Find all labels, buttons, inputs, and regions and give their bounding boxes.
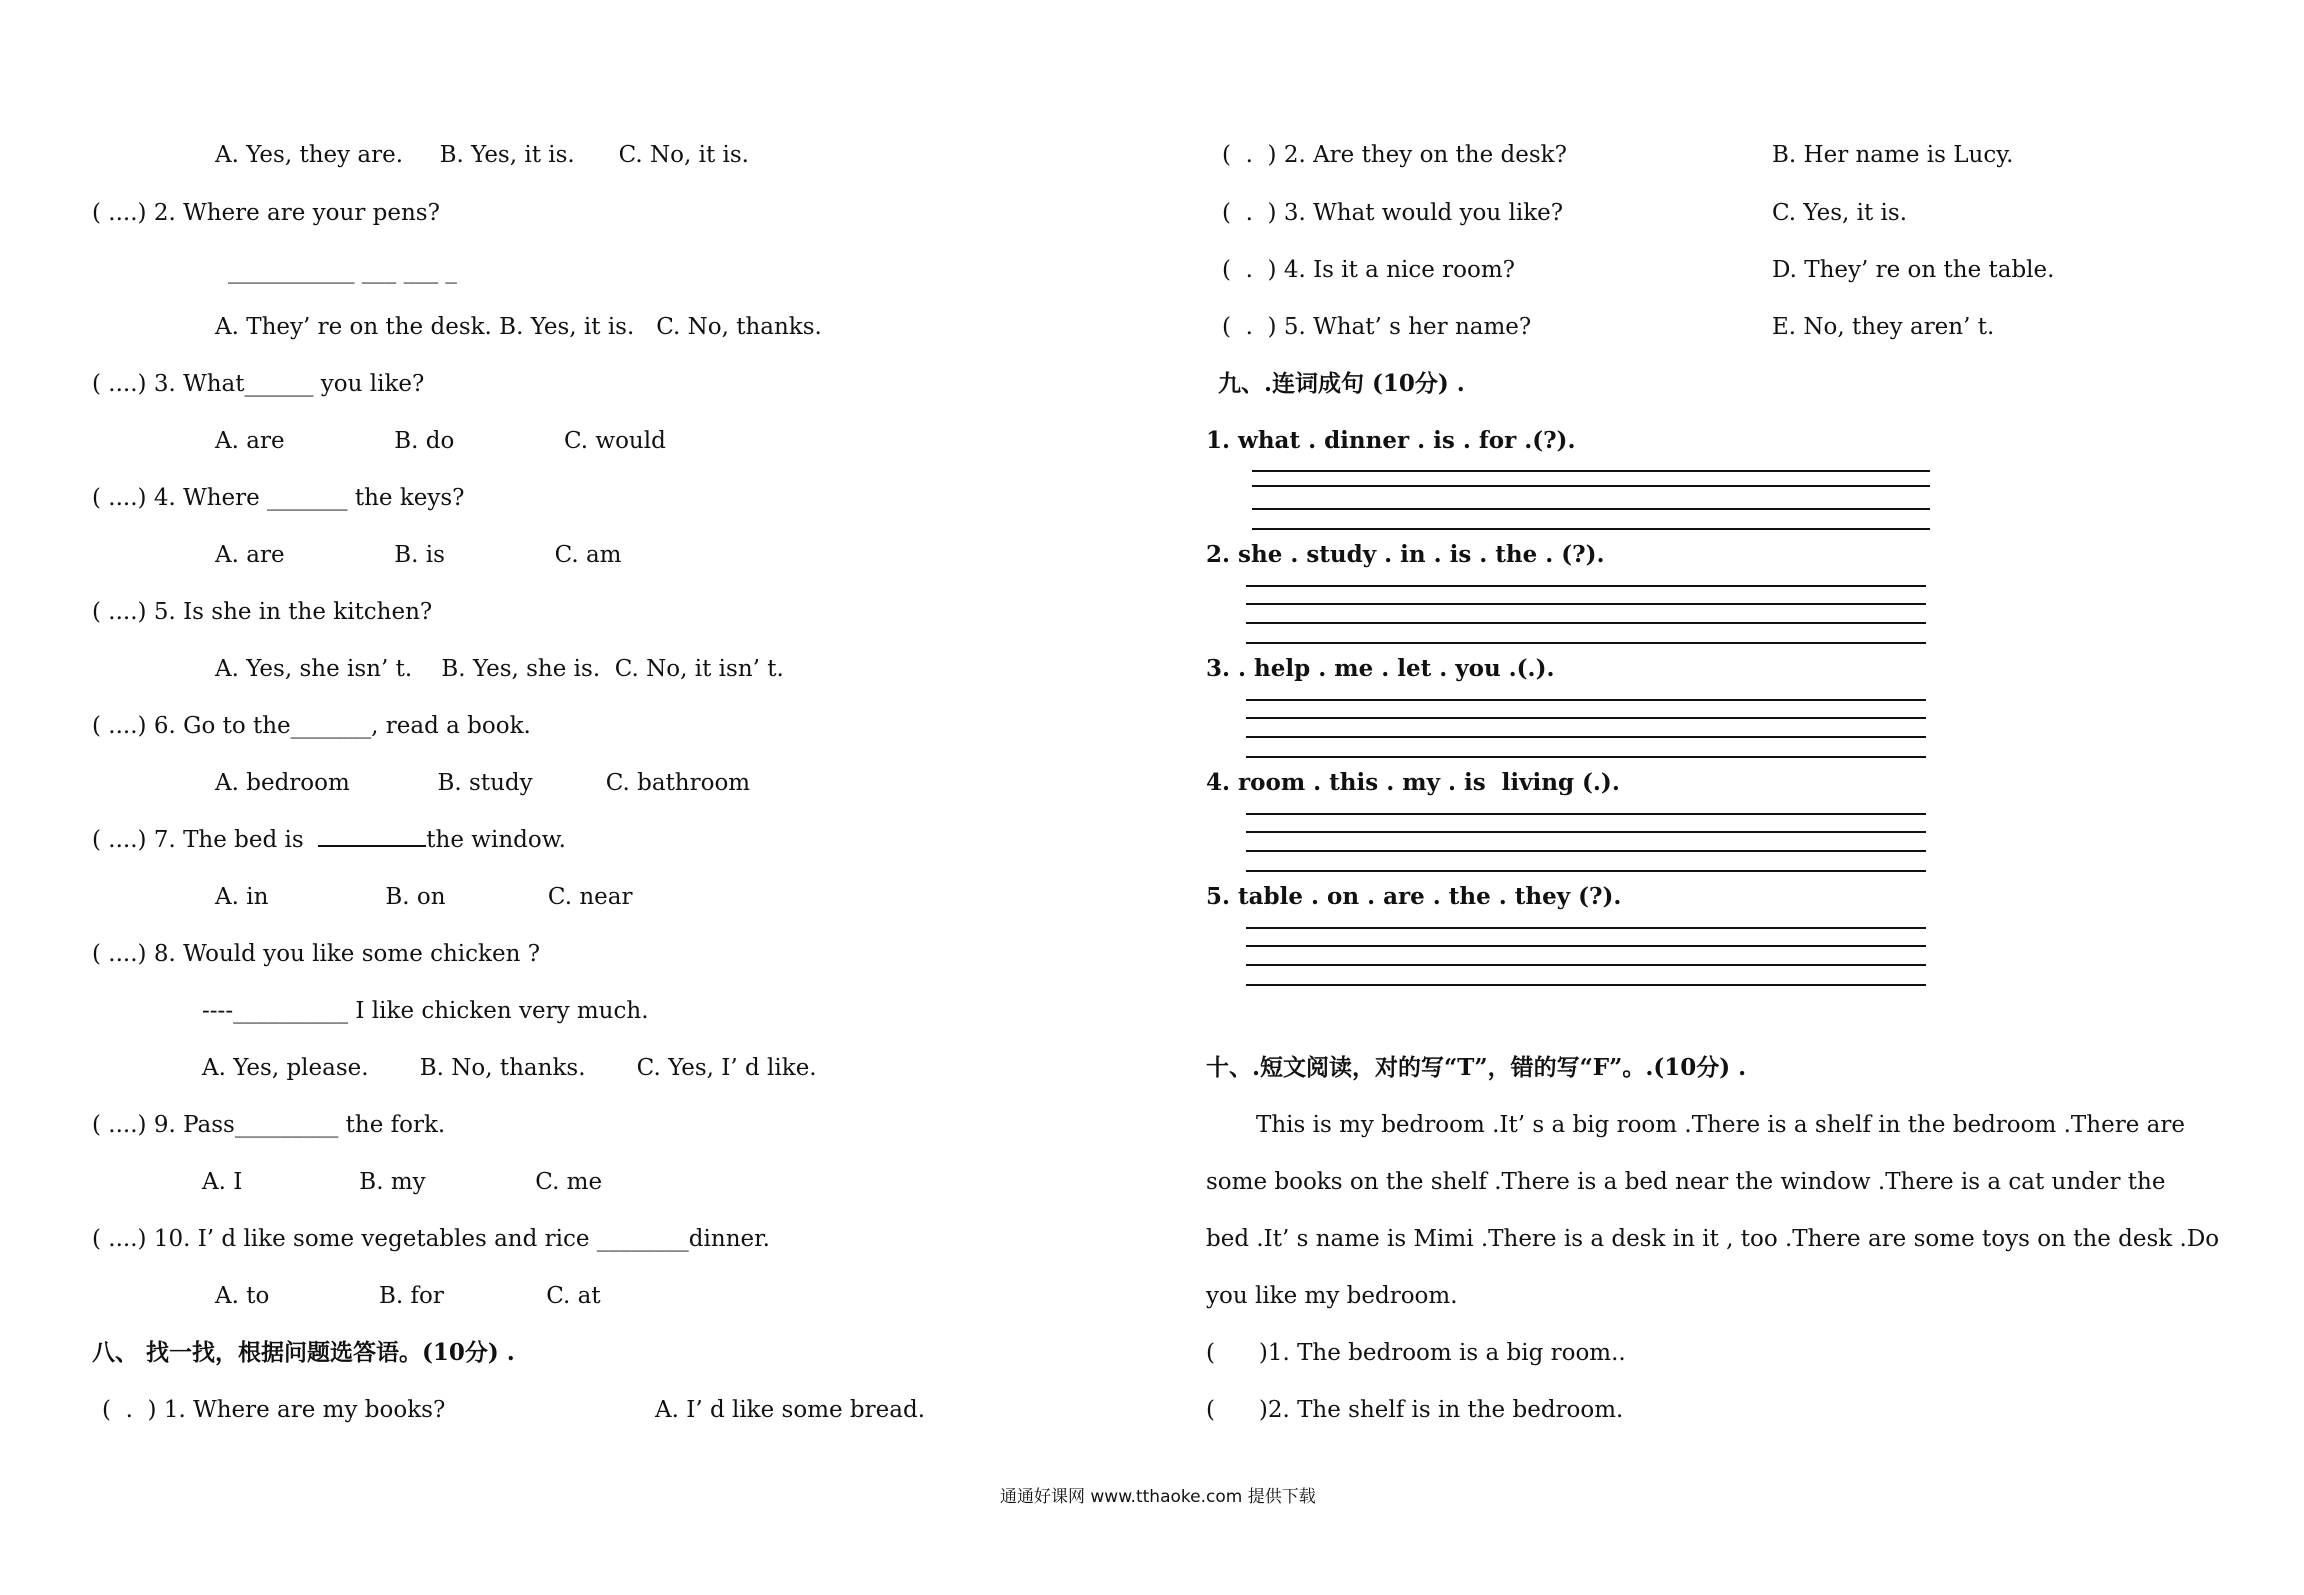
passage-line-3: bed .It’ s name is Mimi .There is a desk in it , too .There are some toys on the desk .Do (1206, 1226, 2220, 1252)
passage-line-1: This is my bedroom .It’ s a big room .There is a shelf in the bedroom .There are (1256, 1112, 2185, 1138)
s10-question-1: ( )1. The bedroom is a big room.. (1206, 1340, 1626, 1366)
q3-options: A. are B. do C. would (215, 428, 666, 454)
q2-options: A. They’ re on the desk. B. Yes, it is. C. No, thanks. (215, 314, 822, 340)
q7-options: A. in B. on C. near (215, 884, 633, 910)
writing-line (1246, 964, 1926, 966)
q8-reply: ----__________ I like chicken very much. (202, 998, 649, 1024)
writing-line (1246, 603, 1926, 605)
writing-line (1252, 470, 1930, 472)
writing-line (1246, 622, 1926, 624)
q10-options: A. to B. for C. at (215, 1283, 601, 1309)
question-10: ( ....) 10. I’ d like some vegetables and rice ________dinner. (92, 1226, 770, 1252)
writing-line (1246, 585, 1926, 587)
q2-answer-blank: ___________ ___ ___ _ (228, 258, 457, 284)
q7-prefix: ( ....) 7. The bed is (92, 827, 319, 853)
s9-item-4: 4. room . this . my . is living (.). (1206, 769, 1620, 796)
s9-item-3: 3. . help . me . let . you .(.). (1206, 655, 1555, 682)
writing-line (1246, 850, 1926, 852)
q5-options: A. Yes, she isn’ t. B. Yes, she is. C. No, it isn’ t. (215, 656, 784, 682)
writing-line (1246, 699, 1926, 701)
writing-line (1246, 984, 1926, 986)
writing-line (1252, 528, 1930, 530)
q6-options: A. bedroom B. study C. bathroom (215, 770, 751, 796)
section-10-title: 十、.短文阅读，对的写“T”，错的写“F”。.(10分) . (1206, 1054, 1747, 1081)
writing-line (1246, 642, 1926, 644)
writing-line (1246, 736, 1926, 738)
q1-options: A. Yes, they are. B. Yes, it is. C. No, it is. (215, 142, 749, 168)
s8-answer-a: A. I’ d like some bread. (655, 1397, 926, 1423)
q4-options: A. are B. is C. am (215, 542, 622, 568)
question-2: ( ....) 2. Where are your pens? (92, 200, 440, 226)
s8-question-3: ( . ) 3. What would you like? (1222, 200, 1564, 226)
s9-item-1: 1. what . dinner . is . for .(?). (1206, 427, 1576, 454)
section-8-title: 八、 找一找，根据问题选答语。(10分) . (92, 1339, 515, 1366)
passage-line-2: some books on the shelf .There is a bed near the window .There is a cat under the (1206, 1169, 2166, 1195)
question-4: ( ....) 4. Where _______ the keys? (92, 485, 465, 511)
writing-line (1246, 717, 1926, 719)
q8-options: A. Yes, please. B. No, thanks. C. Yes, I’ d like. (202, 1055, 817, 1081)
s9-item-2: 2. she . study . in . is . the . (?). (1206, 541, 1605, 568)
question-8: ( ....) 8. Would you like some chicken ? (92, 941, 541, 967)
writing-line (1246, 831, 1926, 833)
s8-question-1: ( . ) 1. Where are my books? (102, 1397, 446, 1423)
s9-item-5: 5. table . on . are . the . they (?). (1206, 883, 1622, 910)
q7-suffix: the window. (426, 827, 566, 853)
s10-question-2: ( )2. The shelf is in the bedroom. (1206, 1397, 1624, 1423)
writing-line (1246, 945, 1926, 947)
section-9-title: 九、.连词成句 (10分) . (1218, 370, 1465, 397)
s8-question-2: ( . ) 2. Are they on the desk? (1222, 142, 1567, 168)
footer-text: 通通好课网 www.tthaoke.com 提供下载 (1000, 1487, 1316, 1507)
question-7 (92, 825, 566, 855)
writing-line (1246, 870, 1926, 872)
writing-line (1246, 756, 1926, 758)
s8-answer-d: D. They’ re on the table. (1772, 257, 2055, 283)
s8-question-5: ( . ) 5. What’ s her name? (1222, 314, 1532, 340)
writing-line (1252, 508, 1930, 510)
s8-answer-c: C. Yes, it is. (1772, 200, 1908, 226)
question-6: ( ....) 6. Go to the_______, read a book. (92, 713, 531, 739)
question-3: ( ....) 3. What______ you like? (92, 371, 425, 397)
writing-line (1252, 485, 1930, 487)
passage-line-4: you like my bedroom. (1206, 1283, 1458, 1309)
s8-answer-b: B. Her name is Lucy. (1772, 142, 2014, 168)
q9-options: A. I B. my C. me (202, 1169, 603, 1195)
question-9: ( ....) 9. Pass_________ the fork. (92, 1112, 446, 1138)
question-5: ( ....) 5. Is she in the kitchen? (92, 599, 433, 625)
s8-question-4: ( . ) 4. Is it a nice room? (1222, 257, 1516, 283)
s8-answer-e: E. No, they aren’ t. (1772, 314, 1995, 340)
q7-blank (318, 825, 426, 847)
writing-line (1246, 813, 1926, 815)
writing-line (1246, 927, 1926, 929)
